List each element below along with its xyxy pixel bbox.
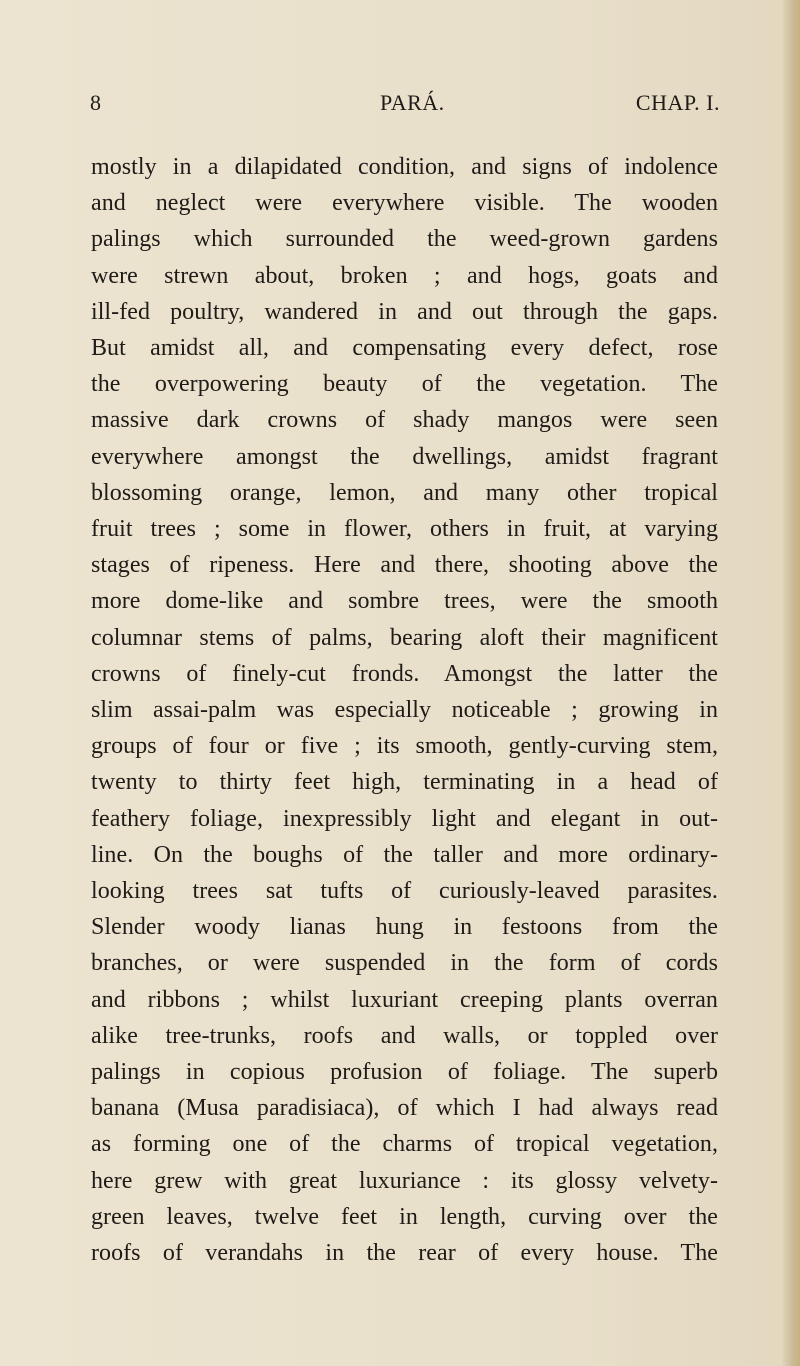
text-line: feathery foliage, inexpressibly light and elegant in out- — [91, 805, 718, 832]
text-line: Slender woody lianas hung in festoons from the — [91, 914, 718, 941]
text-line: banana (Musa paradisiaca), of which I had always read — [91, 1095, 718, 1122]
text-line: alike tree-trunks, roofs and walls, or toppled over — [91, 1022, 718, 1049]
page-edge-shadow — [782, 0, 800, 1366]
chapter-label: CHAP. I. — [635, 90, 720, 115]
text-line: But amidst all, and compensating every defect, rose — [91, 335, 718, 362]
text-line: and ribbons ; whilst luxuriant creeping plants overran — [91, 986, 718, 1013]
paragraph — [91, 149, 718, 1271]
text-line: here grew with great luxuriance : its glossy velvety- — [91, 1167, 718, 1194]
text-line: blossoming orange, lemon, and many other tropical — [91, 479, 718, 506]
text-line: stages of ripeness. Here and there, shooting above the — [91, 552, 718, 579]
text-line: columnar stems of palms, bearing aloft their magnificent — [91, 624, 718, 651]
text-line: slim assai-palm was especially noticeable ; growing in — [91, 697, 718, 724]
text-line: mostly in a dilapidated condition, and signs of indolence — [91, 154, 718, 180]
running-title: PARÁ. — [380, 90, 445, 115]
text-line: the overpowering beauty of the vegetation. The — [91, 371, 718, 398]
text-line: palings which surrounded the weed-grown gardens — [91, 226, 718, 253]
text-line: groups of four or five ; its smooth, gently-curving stem, — [91, 733, 718, 760]
text-line: roofs of verandahs in the rear of every house. The — [91, 1240, 718, 1267]
text-line: branches, or were suspended in the form of cords — [91, 950, 718, 977]
text-line: looking trees sat tufts of curiously-leaved parasites. — [91, 878, 718, 905]
text-line: everywhere amongst the dwellings, amidst fragrant — [91, 443, 718, 470]
text-line: were strewn about, broken ; and hogs, goats and — [91, 262, 718, 289]
text-line: palings in copious profusion of foliage. The superb — [91, 1059, 718, 1086]
text-line: crowns of finely-cut fronds. Amongst the latter the — [91, 660, 718, 687]
text-line: as forming one of the charms of tropical vegetation, — [91, 1131, 718, 1158]
text-line: and neglect were everywhere visible. The wooden — [91, 190, 718, 217]
page-header — [90, 90, 720, 118]
page-number: 8 — [90, 90, 102, 115]
text-line: massive dark crowns of shady mangos were seen — [91, 407, 718, 434]
text-line: twenty to thirty feet high, terminating in a head of — [91, 769, 718, 796]
text-line: line. On the boughs of the taller and more ordinary- — [91, 841, 718, 868]
text-line: ill-fed poultry, wandered in and out through the gaps. — [91, 298, 718, 325]
text-line: more dome-like and sombre trees, were the smooth — [91, 588, 718, 615]
text-line: fruit trees ; some in flower, others in fruit, at varying — [91, 516, 718, 543]
text-line: green leaves, twelve feet in length, curving over the — [91, 1203, 718, 1230]
